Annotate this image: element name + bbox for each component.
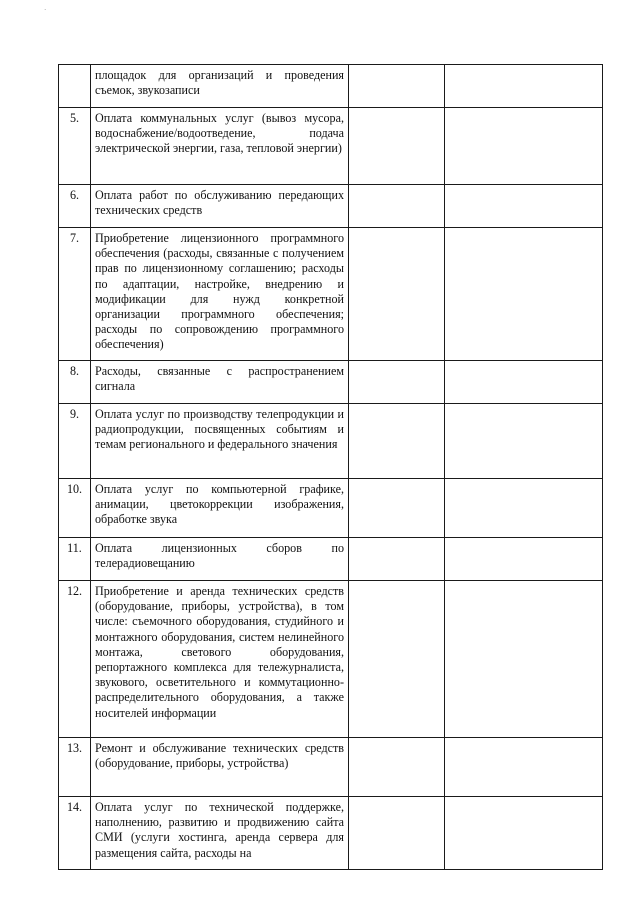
expense-table [58,64,603,870]
empty-cell [349,185,445,228]
empty-cell [445,361,603,404]
empty-cell [349,738,445,797]
empty-cell [445,479,603,538]
empty-cell [349,228,445,361]
row-number: 14. [59,797,91,870]
row-description: Приобретение лицензионного программного обеспечения (расходы, связанные с получением прав по лицензионному соглашению; расходы по адаптации, настройке, внедрению и модификации для нужд конкретной организации программного обеспечения; расходы по сопровождению программного обеспечения) [91,228,349,361]
empty-cell [445,538,603,581]
empty-cell [445,185,603,228]
table-row [59,797,603,870]
empty-cell [349,479,445,538]
row-number: 10. [59,479,91,538]
empty-cell [445,228,603,361]
row-description: Расходы, связанные с распространением сигнала [91,361,349,404]
empty-cell [349,538,445,581]
empty-cell [349,65,445,108]
table-row [59,738,603,797]
row-description: Ремонт и обслуживание технических средств (оборудование, приборы, устройства) [91,738,349,797]
table-row [59,538,603,581]
row-description: Приобретение и аренда технических средств (оборудование, приборы, устройства), в том числе: съемочного оборудования, студийного и монтажного оборудования, систем нелинейного монтажа, светового оборудования, репортажного комплекса для тележурналиста, звукового, осветительного и коммутационно-распределительного оборудования, а также носителей информации [91,581,349,738]
row-number: 5. [59,108,91,185]
empty-cell [349,404,445,479]
page-mark: · [44,6,47,14]
table-row [59,404,603,479]
row-number: 9. [59,404,91,479]
row-number: 11. [59,538,91,581]
row-number: 6. [59,185,91,228]
row-description: площадок для организаций и проведения съемок, звукозаписи [91,65,349,108]
table-row [59,185,603,228]
row-description: Оплата работ по обслуживанию передающих технических средств [91,185,349,228]
row-description: Оплата услуг по компьютерной графике, анимации, цветокоррекции изображения, обработке звука [91,479,349,538]
row-number: 13. [59,738,91,797]
table-row [59,361,603,404]
empty-cell [445,404,603,479]
row-description: Оплата услуг по технической поддержке, наполнению, развитию и продвижению сайта СМИ (услуги хостинга, аренда сервера для размещения сайта, расходы на [91,797,349,870]
empty-cell [349,361,445,404]
empty-cell [349,581,445,738]
table-row [59,228,603,361]
table-row [59,581,603,738]
row-number: 8. [59,361,91,404]
empty-cell [349,108,445,185]
table-row [59,479,603,538]
empty-cell [445,581,603,738]
empty-cell [445,738,603,797]
table-row [59,65,603,108]
empty-cell [445,797,603,870]
empty-cell [445,108,603,185]
table-row [59,108,603,185]
row-number: 7. [59,228,91,361]
row-number [59,65,91,108]
row-description: Оплата лицензионных сборов по телерадиовещанию [91,538,349,581]
empty-cell [445,65,603,108]
row-number: 12. [59,581,91,738]
row-description: Оплата услуг по производству телепродукции и радиопродукции, посвященных событиям и темам регионального и федерального значения [91,404,349,479]
row-description: Оплата коммунальных услуг (вывоз мусора, водоснабжение/водоотведение, подача электрической энергии, газа, тепловой энергии) [91,108,349,185]
empty-cell [349,797,445,870]
